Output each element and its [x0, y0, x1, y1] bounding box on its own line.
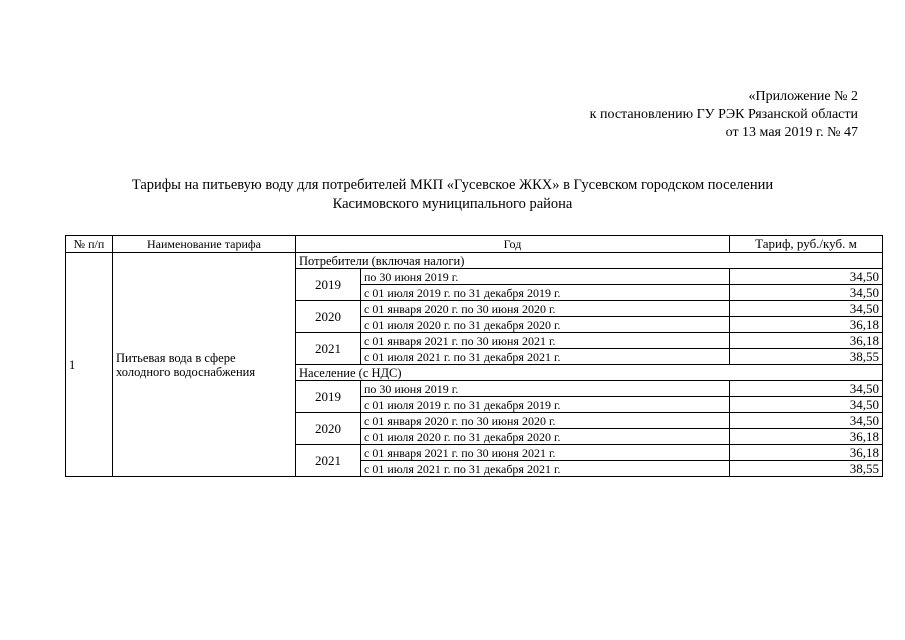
- price-cell: 36,18: [730, 429, 883, 445]
- price-cell: 36,18: [730, 317, 883, 333]
- price-cell: 34,50: [730, 301, 883, 317]
- period-cell: с 01 января 2020 г. по 30 июня 2020 г.: [361, 413, 730, 429]
- year-cell: 2020: [296, 301, 361, 333]
- price-cell: 36,18: [730, 445, 883, 461]
- row-number-cell: 1: [66, 253, 113, 477]
- section-title: Потребители (включая налоги): [296, 253, 883, 269]
- period-cell: с 01 января 2021 г. по 30 июня 2021 г.: [361, 333, 730, 349]
- year-cell: 2021: [296, 445, 361, 477]
- appendix-line-2: к постановлению ГУ РЭК Рязанской области: [589, 107, 858, 122]
- title-line-2: Касимовского муниципального района: [332, 196, 573, 212]
- price-cell: 34,50: [730, 413, 883, 429]
- price-cell: 34,50: [730, 269, 883, 285]
- section-title: Население (с НДС): [296, 365, 883, 381]
- year-cell: 2020: [296, 413, 361, 445]
- appendix-header: [590, 88, 858, 142]
- period-cell: с 01 июля 2021 г. по 31 декабря 2021 г.: [361, 349, 730, 365]
- period-cell: с 01 июля 2019 г. по 31 декабря 2019 г.: [361, 285, 730, 301]
- year-cell: 2019: [296, 269, 361, 301]
- period-cell: с 01 июля 2021 г. по 31 декабря 2021 г.: [361, 461, 730, 477]
- period-cell: с 01 января 2021 г. по 30 июня 2021 г.: [361, 445, 730, 461]
- price-cell: 34,50: [730, 285, 883, 301]
- title-line-1: Тарифы на питьевую воду для потребителей МКП «Гусевское ЖКХ» в Гусевском городском поселении: [131, 177, 774, 193]
- appendix-line-3: от 13 мая 2019 г. № 47: [725, 125, 858, 140]
- price-cell: 38,55: [730, 349, 883, 365]
- price-cell: 34,50: [730, 397, 883, 413]
- header-num: № п/п: [66, 236, 113, 253]
- header-name: Наименование тарифа: [113, 236, 296, 253]
- document-title: [0, 176, 905, 214]
- header-year: Год: [296, 236, 730, 253]
- period-cell: с 01 июля 2019 г. по 31 декабря 2019 г.: [361, 397, 730, 413]
- tariff-table: [65, 235, 883, 477]
- appendix-line-1: «Приложение № 2: [748, 89, 858, 104]
- year-cell: 2019: [296, 381, 361, 413]
- period-cell: с 01 июля 2020 г. по 31 декабря 2020 г.: [361, 317, 730, 333]
- tariff-name-line-2: холодного водоснабжения: [116, 364, 256, 379]
- tariff-name-line-1: Питьевая вода в сфере: [116, 350, 236, 365]
- tariff-name-cell: [113, 253, 296, 477]
- year-cell: 2021: [296, 333, 361, 365]
- header-price: Тариф, руб./куб. м: [730, 236, 883, 253]
- table-header-row: [66, 236, 883, 253]
- period-cell: по 30 июня 2019 г.: [361, 381, 730, 397]
- period-cell: с 01 июля 2020 г. по 31 декабря 2020 г.: [361, 429, 730, 445]
- price-cell: 38,55: [730, 461, 883, 477]
- period-cell: с 01 января 2020 г. по 30 июня 2020 г.: [361, 301, 730, 317]
- period-cell: по 30 июня 2019 г.: [361, 269, 730, 285]
- price-cell: 36,18: [730, 333, 883, 349]
- section-row: [66, 253, 883, 269]
- price-cell: 34,50: [730, 381, 883, 397]
